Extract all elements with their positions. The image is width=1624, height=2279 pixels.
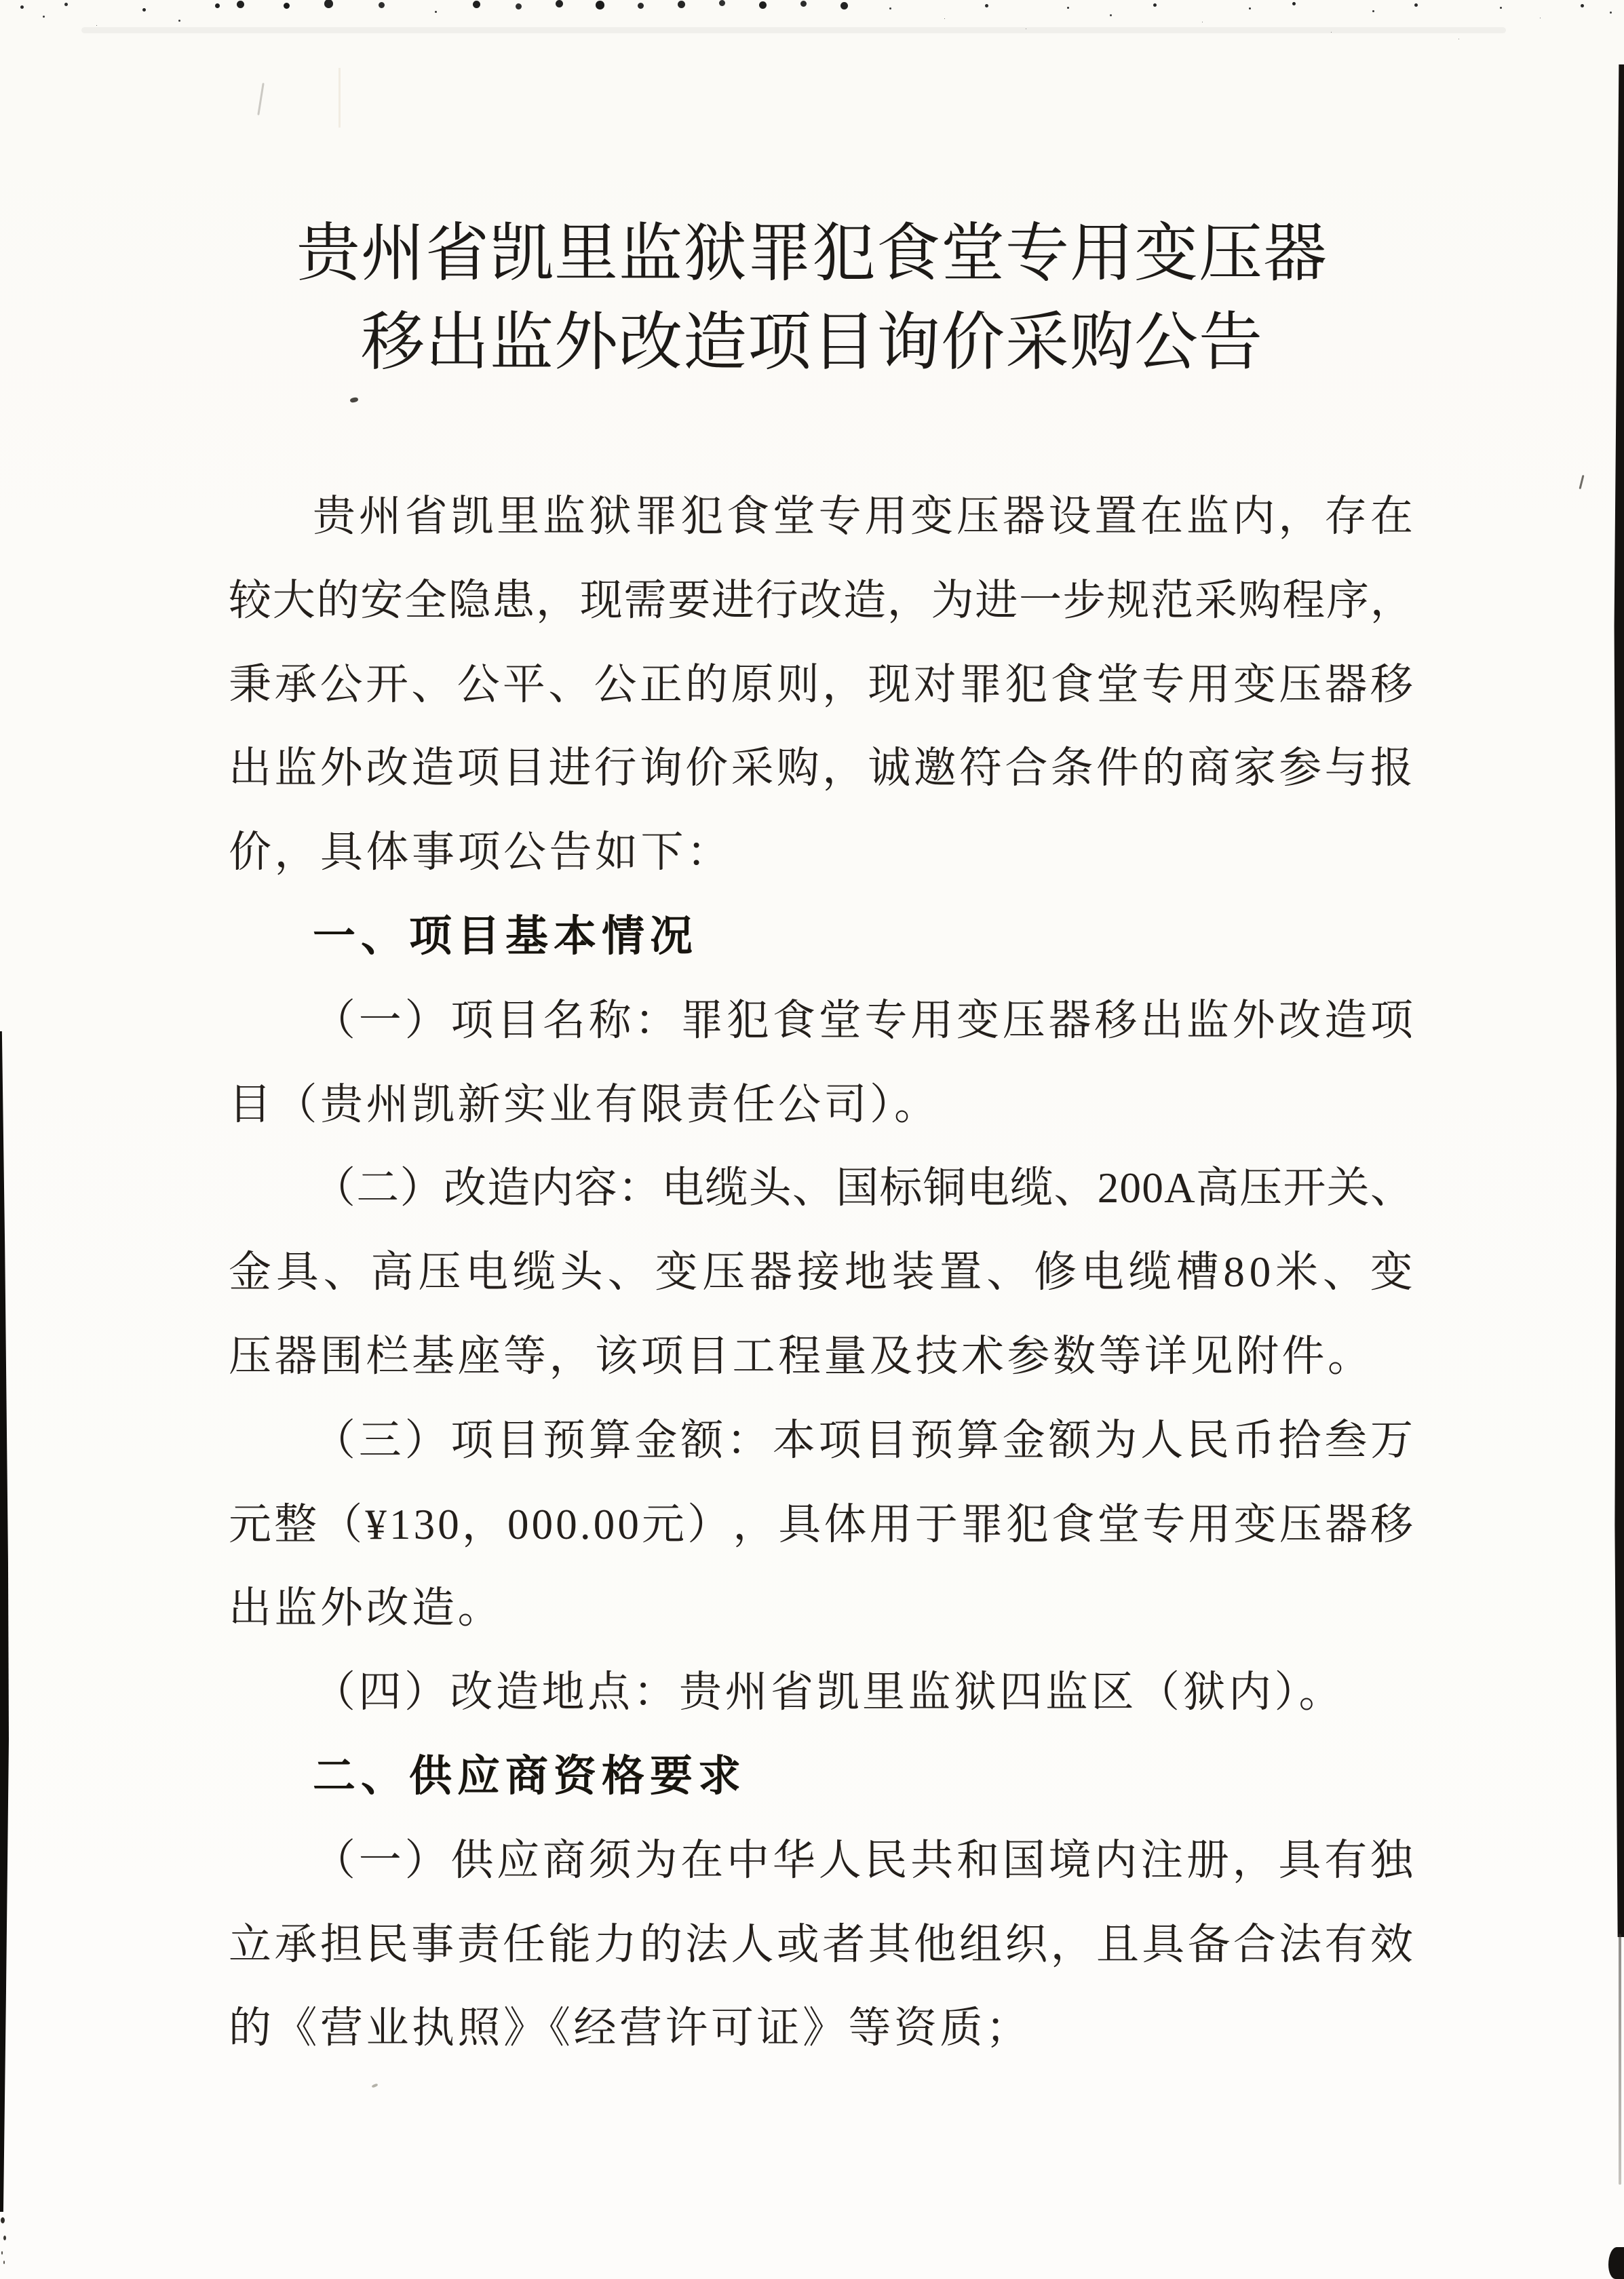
scan-artifact-small-mark xyxy=(372,2083,379,2088)
scan-artifact-ink-dash xyxy=(349,397,358,403)
scan-artifact-scratch xyxy=(257,83,264,115)
document-title xyxy=(0,210,1624,387)
body-line: （ 一 ） 供 应 商 须 为 在 中 华 人 民 共 和 国 境 内 注 册 ， 具 有 独 xyxy=(313,1836,1413,1884)
scan-artifact-bottom-right-blob xyxy=(1608,2247,1624,2279)
scan-artifact-right-tail xyxy=(1619,1934,1621,2185)
document-title-line-2: 移出监外改造项目询价采购公告 xyxy=(360,307,1263,378)
scan-artifact-slash-mark xyxy=(1579,475,1585,489)
section-heading: 一、项目基本情况 xyxy=(313,912,698,960)
body-line: 秉 承 公 开 、 公 平 、 公 正 的 原 则 ， 现 对 罪 犯 食 堂 专 用 变 压 器 移 xyxy=(229,660,1413,708)
body-line: 出 监 外 改 造 项 目 进 行 询 价 采 购 ， 诚 邀 符 合 条 件 的 商 家 参 与 报 xyxy=(229,744,1413,792)
section-heading: 二、供应商资格要求 xyxy=(313,1752,746,1800)
body-line: 的《营业执照》《经营许可证》等资质； xyxy=(229,2004,1032,2052)
body-line: 出监外改造。 xyxy=(229,1584,503,1632)
scan-artifact-left-dots xyxy=(1,2217,5,2223)
body-line: 金 具 、 高 压 电 缆 头 、 变 压 器 接 地 装 置 、 修 电 缆 槽 8 0 米 、 变 xyxy=(229,1248,1413,1297)
body-line: （ 一 ） 项 目 名 称 ： 罪 犯 食 堂 专 用 变 压 器 移 出 监 外 改 造 项 xyxy=(313,996,1413,1044)
body-line: （ 二 ） 改 造 内 容 ： 电 缆 头 、 国 标 铜 电 缆 、 2 0 0 A 高 压 开 关 、 xyxy=(313,1164,1413,1212)
scan-artifact-paper-crease xyxy=(339,68,341,128)
body-line: （ 三 ） 项 目 预 算 金 额 ： 本 项 目 预 算 金 额 为 人 民 币 拾 叁 万 xyxy=(313,1416,1413,1464)
scan-artifact-top-streak xyxy=(81,27,1506,33)
body-line: 立 承 担 民 事 责 任 能 力 的 法 人 或 者 其 他 组 织 ， 且 具 备 合 法 有 效 xyxy=(229,1920,1413,1968)
body-line: 价，具体事项公告如下： xyxy=(229,828,733,877)
document-title-line-1: 贵州省凯里监狱罪犯食堂专用变压器 xyxy=(296,218,1328,289)
body-line: 贵 州 省 凯 里 监 狱 罪 犯 食 堂 专 用 变 压 器 设 置 在 监 内 ， 存 在 xyxy=(313,493,1413,540)
body-line: 压器围栏基座等，该项目工程量及技术参数等详见附件。 xyxy=(229,1332,1374,1380)
body-line: 较 大 的 安 全 隐 患 ， 现 需 要 进 行 改 造 ， 为 进 一 步 规 范 采 购 程 序 ， xyxy=(229,576,1413,624)
body-line: （四）改造地点：贵州省凯里监狱四监区（狱内）。 xyxy=(313,1668,1345,1717)
scan-noise-top-speckles xyxy=(0,0,3,3)
document-body xyxy=(229,475,1413,2071)
body-line: 元 整 （ ¥ 1 3 0 ， 0 0 0 . 0 0 元 ） ， 具 体 用 于 罪 犯 食 堂 专 用 变 压 器 移 xyxy=(229,1500,1413,1548)
scan-artifact-left-streak xyxy=(0,1031,9,2212)
body-line: 目（贵州凯新实业有限责任公司）。 xyxy=(229,1080,940,1128)
